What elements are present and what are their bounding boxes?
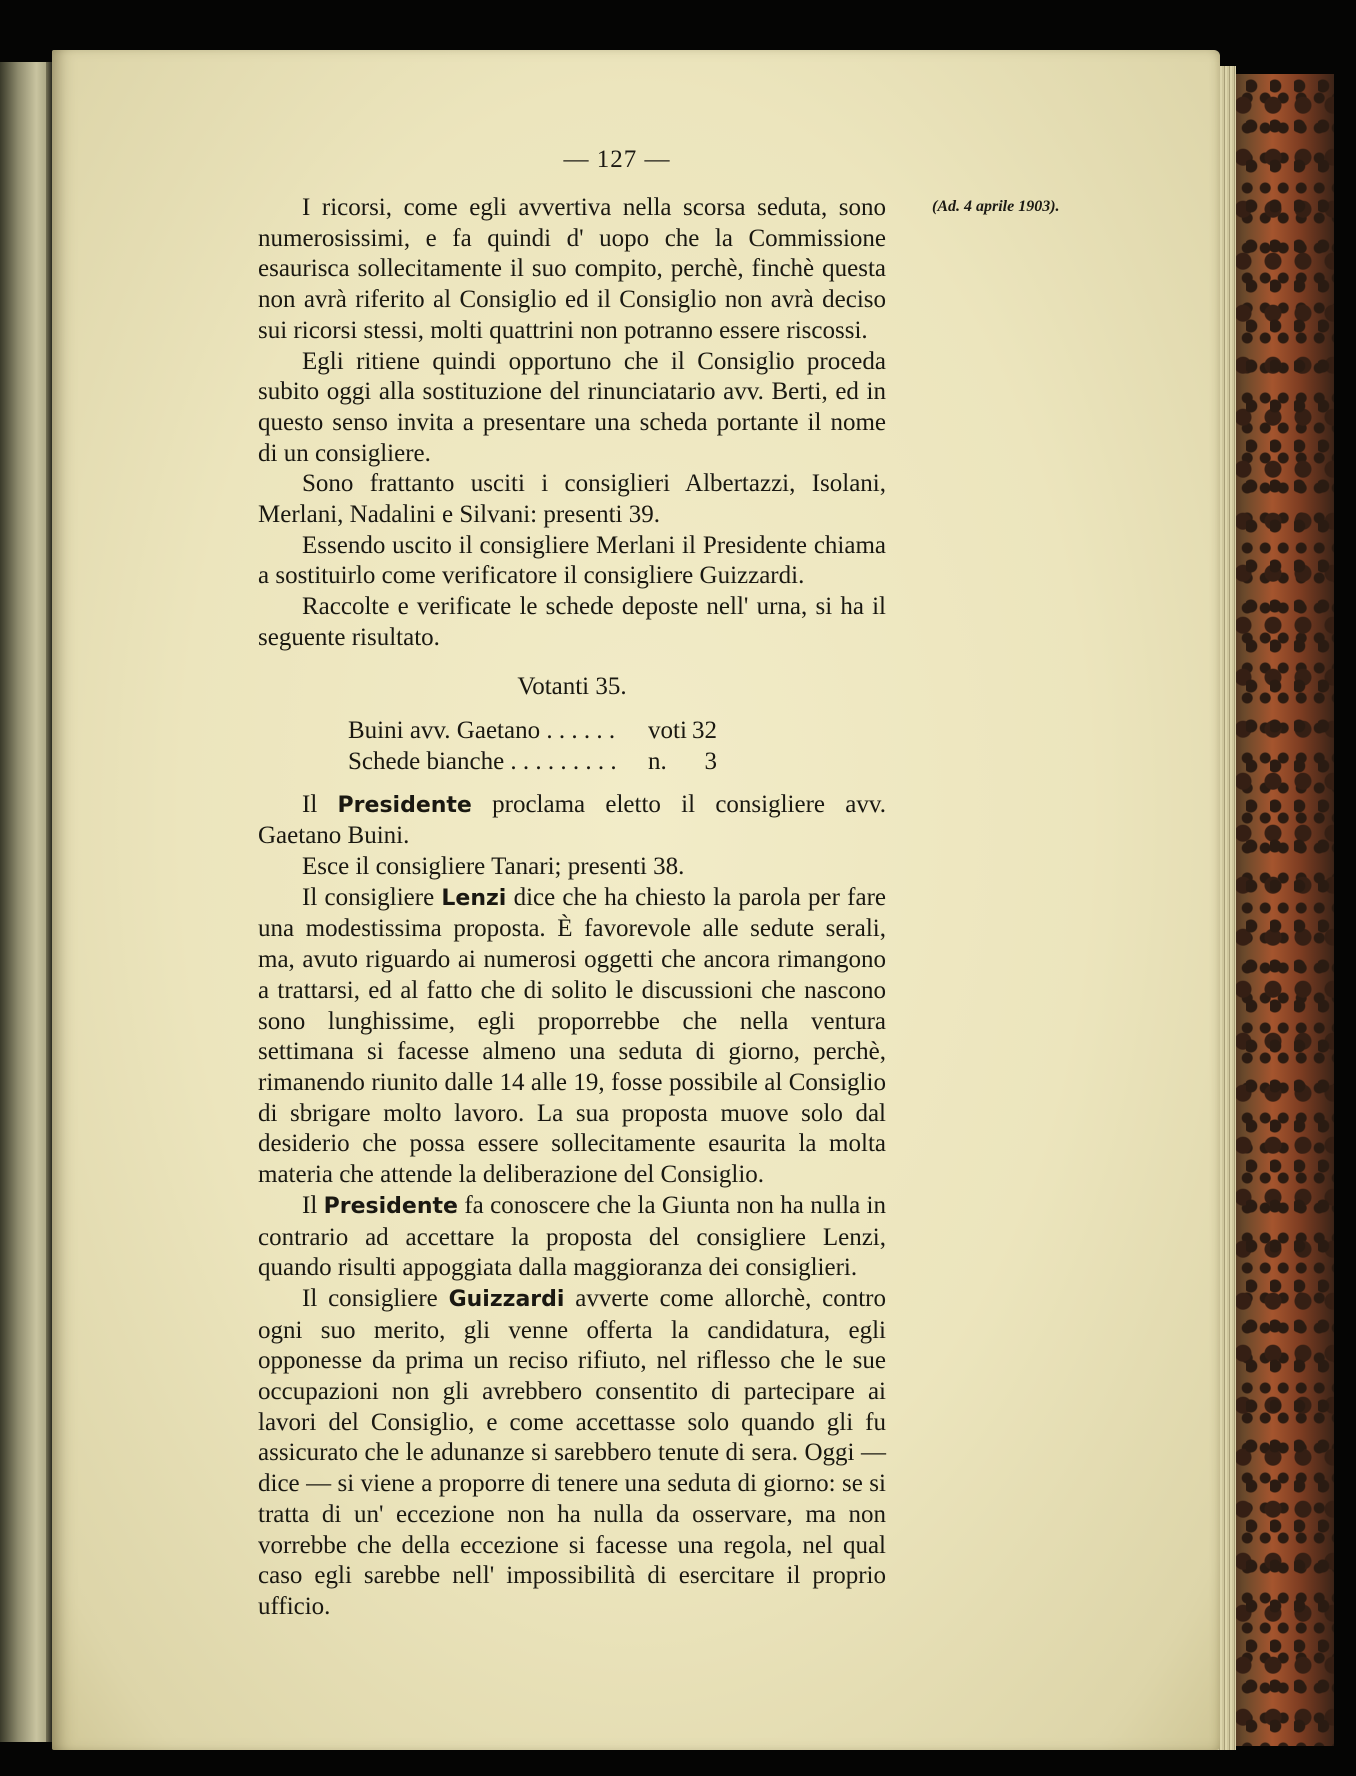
speaker-prefix: Il (302, 790, 318, 818)
book-fore-edge (1222, 74, 1334, 1746)
document-page (52, 50, 1220, 1750)
paragraph: I ricorsi, come egli avvertiva nella scorsa seduta, sono numerosissimi, e fa quindi d' uopo che la Commissione esaurisca sollecitamente il suo compito, perchè, finchè questa non avrà riferito al Consiglio ed il Consiglio non avrà deciso sui ricorsi stessi, molti quattrini non potranno essere riscossi. (258, 194, 886, 344)
paragraph (258, 1284, 886, 1623)
vote-results (348, 716, 717, 777)
paragraph-text: dice che ha chiesto la parola per fare una modestissima proposta. È favorevole alle sedute serali, ma, avuto riguardo ai numerosi oggetti che ancora rimangono a trattarsi, ed al fatto che di solito le discussioni che nascono sono lunghissime, egli proporrebbe che nella ventura settimana si facesse almeno una seduta di giorno, perchè, rimanendo riunito dalle 14 alle 19, fosse possibile al Consiglio di sbrigare molto lavoro. La sua proposta muove solo dal desiderio che possa essere sollecitamente esaurita la molta materia che attende la deliberazione del Consiglio. (258, 883, 887, 1189)
speaker-name: Presidente (323, 1193, 458, 1219)
table-row (348, 747, 717, 778)
paragraph: Egli ritiene quindi opportuno che il Consiglio proceda subito oggi alla sostituzione del rinunciatario avv. Berti, ed in questo senso invita a presentare una scheda portante il nome di un consigliere. (258, 347, 886, 467)
speaker-prefix: Il consigliere (302, 1284, 438, 1312)
body-text (258, 193, 886, 1623)
paragraph-text: avverte come allorchè, contro ogni suo merito, gli venne offerta la candidatura, egli opponesse da prima un reciso rifiuto, nel riflesso che le sue occupazioni non gli avrebbero consentito di partecipare ai lavori del Consiglio, e come accettasse solo quando gli fu assicurato che le adunanze si sarebbero tenute di sera. Oggi — dice — si viene a proporre di tenere una seduta di giorno: se si tratta di un' eccezione non ha nulla da osservare, ma non vorrebbe che della eccezione si facesse una regola, nel qual caso egli sarebbe nell' impossibilità di esercitare il proprio ufficio. (258, 1284, 886, 1620)
speaker-prefix: Il consigliere (302, 883, 435, 911)
page-number: — 127 — (563, 146, 671, 173)
paragraph (258, 1191, 886, 1284)
vote-candidate: Buini avv. Gaetano . . . . . . (348, 717, 616, 745)
speaker-name: Presidente (337, 792, 472, 818)
speaker-name: Guizzardi (448, 1286, 565, 1312)
paragraph (258, 790, 886, 852)
vote-candidate: Schede bianche . . . . . . . . . (348, 747, 617, 775)
paragraph: Raccolte e verificate le schede deposte nell' urna, si ha il seguente risultato. (258, 593, 886, 651)
paragraph (258, 883, 886, 1191)
table-row (348, 716, 717, 747)
vote-label: voti (648, 717, 687, 745)
speaker-name: Lenzi (441, 885, 507, 911)
vote-count: 32 (692, 717, 717, 745)
paragraph-text: fa conoscere che la Giunta non ha nulla in contrario ad accettare la proposta del consigliere Lenzi, quando risulti appoggiata dalla maggioranza dei consiglieri. (258, 1191, 886, 1282)
paragraph: Esce il consigliere Tanari; presenti 38. (302, 853, 685, 881)
margin-date-note: (Ad. 4 aprile 1903). (932, 198, 1060, 215)
vote-count: 3 (704, 747, 717, 775)
paragraph: Sono frattanto usciti i consiglieri Albertazzi, Isolani, Merlani, Nadalini e Silvani: presenti 39. (258, 470, 886, 529)
speaker-prefix: Il (302, 1191, 318, 1219)
paragraph-text: proclama eletto il consigliere avv. Gaetano Buini. (258, 790, 886, 850)
vote-heading: Votanti 35. (517, 672, 627, 700)
paragraph: Essendo uscito il consigliere Merlani il Presidente chiama a sostituirlo come verificatore il consigliere Guizzardi. (258, 531, 886, 590)
left-page-edge (0, 62, 52, 1742)
vote-label: n. (648, 747, 667, 775)
